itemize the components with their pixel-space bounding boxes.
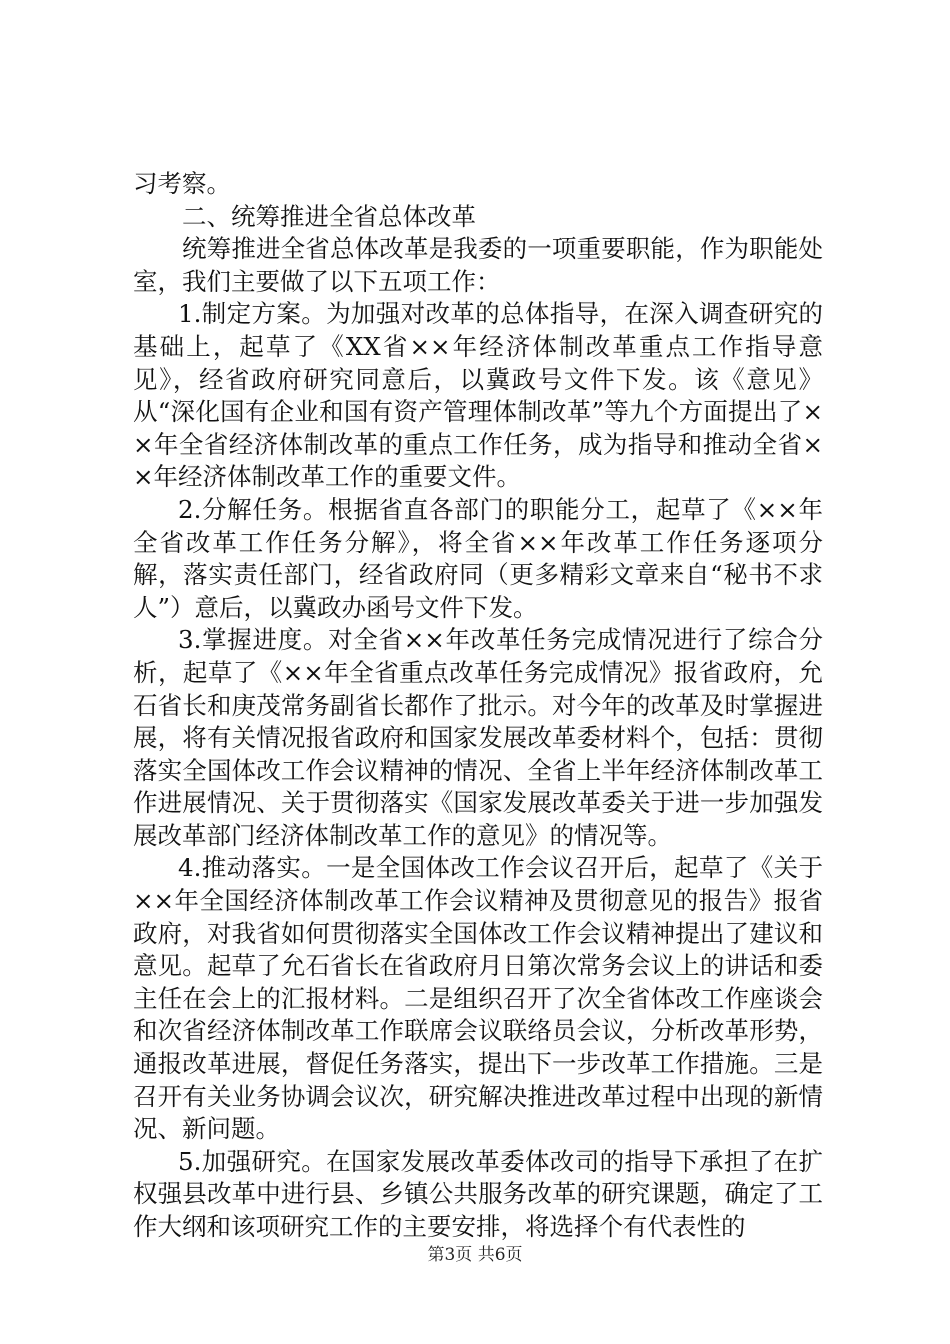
- paragraph-continuation: 习考察。: [133, 169, 231, 198]
- section-heading: 二、统筹推进全省总体改革: [182, 201, 476, 231]
- list-item-promote-implementation: 4.推动落实。一是全国体改工作会议召开后，起草了《关于××年全国经济体制改革工作会议精神及贯彻意见的报告》报省政府，对我省如何贯彻落实全国体改工作会议精神提出了建议和意见。起草了允石省长在省政府月日第次常务会议上的讲话和委主任在会上的汇报材料。二是组织召开了次全省体改工作座谈会和次省经济体制改革工作联席会议联络员会议，分析改革形势，通报改革进展，督促任务落实，提出下一步改革工作措施。三是召开有关业务协调会议次，研究解决推进改革过程中出现的新情况、新问题。: [133, 853, 823, 1144]
- page-number-footer: 第3页 共6页: [427, 1245, 523, 1265]
- list-item-track-progress: 3.掌握进度。对全省××年改革任务完成情况进行了综合分析，起草了《××年全省重点改革任务完成情况》报省政府，允石省长和庚茂常务副省长都作了批示。对今年的改革及时掌握进展，将有关情况报省政府和国家发展改革委材料个，包括：贯彻落实全国体改工作会议精神的情况、全省上半年经济体制改革工作进展情况、关于贯彻落实《国家发展改革委关于进一步加强发展改革部门经济体制改革工作的意见》的情况等。: [133, 625, 823, 850]
- section-intro-paragraph: 统筹推进全省总体改革是我委的一项重要职能，作为职能处室，我们主要做了以下五项工作：: [133, 234, 823, 296]
- list-item-formulate-plan: 1.制定方案。为加强对改革的总体指导，在深入调查研究的基础上，起草了《XX省××年经济体制改革重点工作指导意见》，经省政府研究同意后，以冀政号文件下发。该《意见》从“深化国有企业和国有资产管理体制改革”等九个方面提出了××年全省经济体制改革的重点工作任务，成为指导和推动全省××年经济体制改革工作的重要文件。: [133, 299, 823, 492]
- document-body: [133, 168, 823, 1244]
- list-item-decompose-tasks: 2.分解任务。根据省直各部门的职能分工，起草了《××年全省改革工作任务分解》，将全省××年改革工作任务逐项分解，落实责任部门，经省政府同（更多精彩文章来自“秘书不求人”）意后，以冀政办函号文件下发。: [133, 494, 823, 622]
- list-item-strengthen-research: 5.加强研究。在国家发展改革委体改司的指导下承担了在扩权强县改革中进行县、乡镇公共服务改革的研究课题，确定了工作大纲和该项研究工作的主要安排，将选择个有代表性的: [133, 1146, 823, 1241]
